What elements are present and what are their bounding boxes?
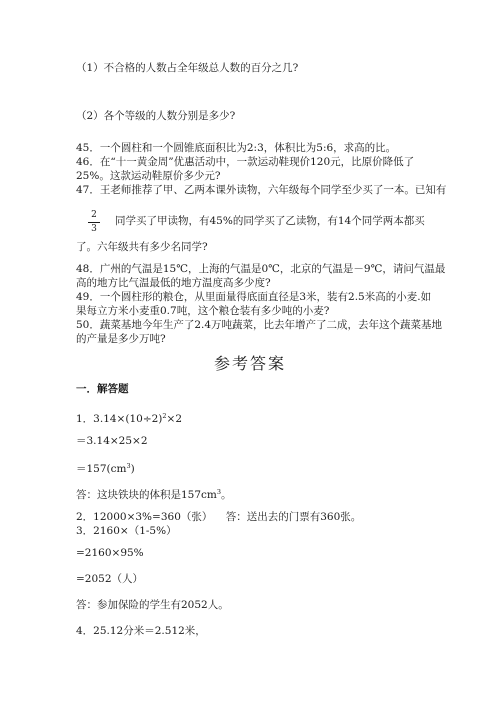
problem-46-line-1: 46．在“十一黄金周”优惠活动中，一款运动鞋现价120元，比原价降低了 xyxy=(76,156,415,168)
answer-1-statement-exponent: 3 xyxy=(216,488,222,496)
question-part-1: （1）不合格的人数占全年级总人数的百分之几? xyxy=(76,62,299,74)
answer-3-line-2: =2160×95% xyxy=(76,547,144,559)
fraction-numerator: 2 xyxy=(91,210,97,220)
answer-1-statement: 答：这块铁块的体积是157cm xyxy=(76,489,217,501)
answer-1-line-4 xyxy=(76,485,232,502)
fraction-denominator: 3 xyxy=(91,224,97,234)
answer-3-line-4: 答：参加保险的学生有2052人。 xyxy=(76,599,229,611)
problem-47-line-3: 了。六年级共有多少名同学? xyxy=(76,241,208,253)
answer-1-result: ＝157(cm xyxy=(76,463,127,475)
problem-49-line-2: 果每立方米小麦重0.7吨，这个粮仓装有多少吨的小麦? xyxy=(76,305,330,317)
answer-1-line-1 xyxy=(76,409,182,426)
problem-46-line-2: 25%。这款运动鞋原价多少元? xyxy=(76,170,221,182)
question-part-2: （2）各个等级的人数分别是多少? xyxy=(76,110,236,122)
answer-3-line-1: 3．2160×（1-5%） xyxy=(76,525,177,537)
answer-1-line-2: ＝3.14×25×2 xyxy=(76,435,148,447)
problem-48-line-1: 48．广州的气温是15℃，上海的气温是0℃，北京的气温是－9℃，请问气温最 xyxy=(76,263,446,275)
answer-1-expr-end: ×2 xyxy=(166,413,183,425)
problem-50-line-2: 的产量是多少万吨? xyxy=(76,333,166,345)
problem-47-line-1: 47．王老师推荐了甲、乙两本课外读物，六年级每个同学至少买了一本。已知有 xyxy=(76,184,447,196)
answer-1-expr: 1．3.14×(10÷2) xyxy=(76,413,163,425)
answer-3-line-3: =2052（人） xyxy=(76,573,144,585)
problem-47-line-2: 同学买了甲读物，有45%的同学买了乙读物，有14个同学两本都买 xyxy=(115,215,425,227)
problem-45: 45．一个圆柱和一个圆锥底面积比为2:3，体积比为5:6，求高的比。 xyxy=(76,142,397,154)
problem-49-line-1: 49．一个圆柱形的粮仓，从里面量得底面直径是3米，装有2.5米高的小麦.如 xyxy=(76,291,432,303)
fraction-bar xyxy=(88,222,100,223)
answer-key-title: 参考答案 xyxy=(213,354,286,373)
fraction-two-thirds xyxy=(88,210,100,235)
section-heading: 一．解答题 xyxy=(76,383,129,395)
answer-2: 2．12000×3%=360（张） 答：送出去的门票有360张。 xyxy=(76,511,362,523)
answer-1-result-end: ) xyxy=(130,463,135,475)
answer-4-line-1: 4．25.12分米＝2.512米， xyxy=(76,625,206,637)
answer-1-line-3 xyxy=(76,459,135,476)
problem-50-line-1: 50．蔬菜基地今年生产了2.4万吨蔬菜，比去年增产了二成，去年这个蔬菜基地 xyxy=(76,319,443,331)
answer-1-result-unit-exponent: 3 xyxy=(126,462,131,470)
answer-1-exponent: 2 xyxy=(162,412,167,420)
problem-48-line-2: 高的地方比气温最低的地方温度高多少度? xyxy=(76,277,271,289)
answer-1-statement-end: 。 xyxy=(221,489,232,501)
